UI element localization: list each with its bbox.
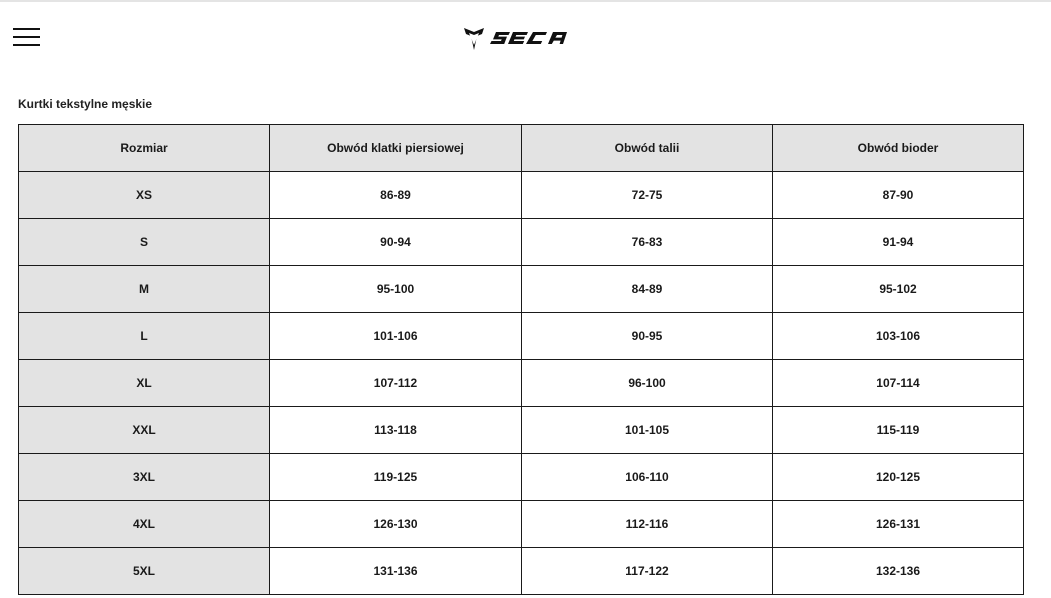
- waist-cell: 106-110: [522, 454, 773, 501]
- column-header-hips: Obwód bioder: [773, 125, 1024, 172]
- table-row: [19, 172, 1024, 219]
- hips-cell: 115-119: [773, 407, 1024, 454]
- chest-cell: 126-130: [270, 501, 522, 548]
- waist-cell: 117-122: [522, 548, 773, 595]
- size-cell: S: [19, 219, 270, 266]
- hips-cell: 95-102: [773, 266, 1024, 313]
- hips-cell: 103-106: [773, 313, 1024, 360]
- chest-cell: 107-112: [270, 360, 522, 407]
- chest-cell: 101-106: [270, 313, 522, 360]
- waist-cell: 84-89: [522, 266, 773, 313]
- chest-cell: 95-100: [270, 266, 522, 313]
- size-cell: 5XL: [19, 548, 270, 595]
- chest-cell: 90-94: [270, 219, 522, 266]
- chest-cell: 119-125: [270, 454, 522, 501]
- table-header-row: [19, 125, 1024, 172]
- size-chart-table: [18, 124, 1024, 595]
- waist-cell: 96-100: [522, 360, 773, 407]
- waist-cell: 90-95: [522, 313, 773, 360]
- hamburger-menu-icon[interactable]: [13, 28, 40, 48]
- waist-cell: 76-83: [522, 219, 773, 266]
- column-header-waist: Obwód talii: [522, 125, 773, 172]
- hips-cell: 87-90: [773, 172, 1024, 219]
- seca-logo[interactable]: [463, 24, 581, 52]
- column-header-chest: Obwód klatki piersiowej: [270, 125, 522, 172]
- table-row: [19, 548, 1024, 595]
- size-cell: XS: [19, 172, 270, 219]
- size-cell: M: [19, 266, 270, 313]
- table-row: [19, 313, 1024, 360]
- hips-cell: 126-131: [773, 501, 1024, 548]
- hips-cell: 120-125: [773, 454, 1024, 501]
- waist-cell: 112-116: [522, 501, 773, 548]
- size-cell: 3XL: [19, 454, 270, 501]
- hips-cell: 91-94: [773, 219, 1024, 266]
- waist-cell: 72-75: [522, 172, 773, 219]
- chest-cell: 131-136: [270, 548, 522, 595]
- hips-cell: 132-136: [773, 548, 1024, 595]
- site-header: [0, 2, 1051, 72]
- table-row: [19, 501, 1024, 548]
- table-row: [19, 360, 1024, 407]
- section-title: Kurtki tekstylne męskie: [18, 97, 153, 111]
- column-header-size: Rozmiar: [19, 125, 270, 172]
- chest-cell: 113-118: [270, 407, 522, 454]
- table-row: [19, 219, 1024, 266]
- table-row: [19, 266, 1024, 313]
- table-row: [19, 454, 1024, 501]
- size-cell: L: [19, 313, 270, 360]
- size-cell: XXL: [19, 407, 270, 454]
- chest-cell: 86-89: [270, 172, 522, 219]
- hips-cell: 107-114: [773, 360, 1024, 407]
- size-cell: XL: [19, 360, 270, 407]
- size-cell: 4XL: [19, 501, 270, 548]
- waist-cell: 101-105: [522, 407, 773, 454]
- table-row: [19, 407, 1024, 454]
